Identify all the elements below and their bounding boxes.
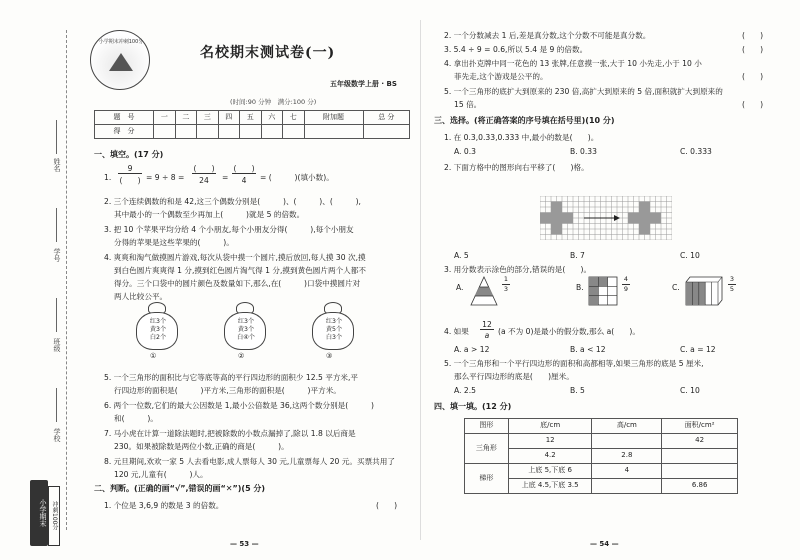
q1-number: 1.	[104, 173, 112, 182]
c2-option-a[interactable]: A. 5	[454, 251, 469, 260]
q5-line2: 行四边形的面积是( )平方米,三角形的面积是( )平方米。	[114, 386, 341, 395]
cut-line	[66, 30, 67, 530]
brand-vertical-2: 冲刺100分	[48, 486, 60, 546]
bags-figure	[134, 300, 354, 370]
section-1-heading: 一、填空。(17 分)	[94, 150, 164, 159]
bag-line: 红3个	[237, 318, 255, 325]
q1-eq3: = ( )(填小数)。	[260, 173, 334, 182]
logo-text: 小学期末冲刺100分	[98, 39, 144, 45]
area-cell[interactable]: 12	[508, 434, 592, 449]
q1-frac2-den: 24	[199, 176, 209, 185]
q7-line1: 7. 马小虎在计算一道除法题时,把被除数的小数点漏掉了,除以 1.8 以后商是	[104, 429, 356, 438]
q4-line2: 到白色圆片爽爽得 1 分,摸到红色圆片淘气得 1 分,摸到黄色圆片两个人都不	[114, 266, 366, 275]
score-cell[interactable]	[261, 125, 282, 139]
bag-line: 白2个	[149, 334, 167, 342]
area-table	[464, 418, 738, 494]
c3-b-den: 9	[623, 285, 629, 293]
score-head-cell: 附加题	[304, 111, 363, 125]
j3-answer[interactable]: ( )	[742, 45, 764, 54]
c1-text: 1. 在 0.3,0.33,0.333 中,最小的数是( )。	[444, 133, 599, 142]
score-cell[interactable]	[154, 125, 175, 139]
score-table	[94, 110, 410, 139]
section-2-heading: 二、判断。(正确的画“√”,错误的画“✕”)(5 分)	[94, 484, 266, 493]
j5-answer[interactable]: ( )	[742, 100, 764, 109]
c3-c-den: 5	[729, 285, 735, 293]
score-row-label: 得 分	[95, 125, 154, 139]
q3-line2: 分得的苹果是这些苹果的( )。	[114, 238, 234, 247]
area-cell[interactable]: 2.8	[592, 449, 662, 464]
q1-frac3-num: ( )	[233, 164, 255, 173]
j4-line2: 菲先走,这个游戏是公平的。	[454, 72, 548, 81]
score-cell[interactable]	[283, 125, 304, 139]
bag-line: 白④个	[237, 334, 255, 342]
house-icon	[109, 53, 133, 71]
name-rule	[56, 120, 57, 154]
area-cell[interactable]	[662, 449, 738, 464]
area-row	[465, 434, 738, 449]
binding-strip	[0, 0, 80, 560]
j3-text: 3. 5.4 ÷ 9 = 0.6,所以 5.4 是 9 的倍数。	[444, 45, 588, 54]
score-head-cell: 二	[175, 111, 196, 125]
q2-line1: 2. 三个连续偶数的和是 42,这三个偶数分别是( )、( )、( ),	[104, 197, 361, 206]
q1-frac2-num: ( )	[193, 164, 215, 173]
bag-number: ③	[326, 352, 333, 360]
score-cell[interactable]	[363, 125, 409, 139]
score-cell[interactable]	[197, 125, 218, 139]
class-label: 班级	[53, 338, 61, 352]
q6-line1: 6. 两个一位数,它们的最大公因数是 1,最小公倍数是 36,这两个数分别是( )	[104, 401, 374, 410]
bag-line: 白3个	[325, 334, 343, 342]
c3-label-c[interactable]: C.	[672, 283, 680, 292]
bag-number: ①	[150, 352, 157, 360]
bag-line: 黄3个	[149, 326, 167, 334]
c3-label-a[interactable]: A.	[456, 283, 464, 292]
score-head-cell: 一	[154, 111, 175, 125]
score-head-cell: 七	[283, 111, 304, 125]
square-figure	[588, 276, 618, 306]
area-cell[interactable]	[592, 434, 662, 449]
c2-text: 2. 下面方格中的图形向右平移了( )格。	[444, 163, 589, 172]
score-head-cell: 四	[218, 111, 239, 125]
school-label: 学校	[53, 428, 61, 442]
area-header-row	[465, 419, 738, 434]
area-shape-triangle: 三角形	[465, 434, 509, 464]
c3-c-num: 3	[729, 275, 735, 283]
q4-line3: 得分。三个口袋中的圆片颜色及数量如下,那么,在( )口袋中摸圆片对	[114, 279, 361, 288]
bag-line: 红3个	[149, 318, 167, 325]
score-head-cell: 题 号	[95, 111, 154, 125]
prism-figure	[684, 276, 724, 306]
bag-contents	[230, 318, 262, 342]
j5-line1: 5. 一个三角形的底扩大到原来的 230 倍,高扩大到原来的 5 倍,面积就扩大到原来的	[444, 87, 723, 96]
score-head-cell: 六	[261, 111, 282, 125]
triangle-figure	[470, 276, 498, 306]
j4-answer[interactable]: ( )	[742, 72, 764, 81]
c3-text: 3. 用分数表示涂色的部分,错误的是( )。	[444, 265, 592, 274]
bag-number: ②	[238, 352, 245, 360]
area-head-cell: 高/cm	[592, 419, 662, 434]
grade-label: 五年级数学上册 · BS	[330, 80, 397, 88]
page-gutter	[420, 20, 421, 540]
bag-contents	[318, 318, 350, 342]
area-cell[interactable]: 42	[662, 434, 738, 449]
area-head-cell: 图形	[465, 419, 509, 434]
c4-option-b[interactable]: B. a < 12	[570, 345, 606, 354]
cross-shape-moved	[628, 202, 661, 235]
score-head-cell: 五	[240, 111, 261, 125]
c4-text-b: (a 不为 0)是最小的假分数,那么 a( )。	[498, 327, 640, 336]
id-rule	[56, 208, 57, 242]
school-rule	[56, 388, 57, 422]
area-cell[interactable]: 6.86	[662, 479, 738, 494]
q1-frac3-den: 4	[241, 176, 247, 185]
q5-line1: 5. 一个三角形的面积比与它等底等高的平行四边形的面积少 12.5 平方米,平	[104, 373, 359, 382]
area-head-cell: 底/cm	[508, 419, 592, 434]
q4-line4: 两人比较公平。	[114, 292, 168, 301]
q1-frac1-num: 9	[118, 164, 142, 174]
score-head-cell: 总 分	[363, 111, 409, 125]
j4-line1: 4. 拿出扑克牌中同一花色的 13 张牌,任意摸一张,大于 10 小先走,小于 10 小	[444, 59, 702, 68]
area-shape-trapezoid: 梯形	[465, 464, 509, 494]
c5-line2: 那么平行四边形的底是( )厘米。	[454, 372, 574, 381]
area-row	[465, 464, 738, 479]
time-info: (时间:90 分钟 满分:100 分)	[230, 98, 317, 106]
c4-option-c[interactable]: C. a = 12	[680, 345, 716, 354]
page-right	[434, 0, 785, 560]
page-title: 名校期末测试卷(一)	[200, 45, 336, 61]
q1-eq1: = 9 ÷ 8 =	[146, 173, 185, 182]
j2-text: 2. 一个分数减去 1 后,差是真分数,这个分数不可能是真分数。	[444, 31, 651, 40]
section-4-heading: 四、填一填。(12 分)	[434, 402, 512, 411]
c4-frac-num: 12	[480, 320, 494, 330]
q2-line2: 其中最小的一个偶数至少再加上( )就是 5 的倍数。	[114, 210, 305, 219]
c1-option-c[interactable]: C. 0.333	[680, 147, 712, 156]
page-left	[80, 0, 410, 560]
c4-text-a: 4. 如果	[444, 327, 469, 336]
area-cell[interactable]: 上底 4.5,下底 3.5	[508, 479, 592, 494]
area-cell[interactable]: 4.2	[508, 449, 592, 464]
score-cell[interactable]	[175, 125, 196, 139]
cross-shape-original	[540, 202, 573, 235]
score-cell[interactable]	[218, 125, 239, 139]
c3-figures	[456, 276, 776, 314]
area-cell[interactable]: 上底 5,下底 6	[508, 464, 592, 479]
q1-eq2: =	[222, 173, 229, 182]
c4-option-a[interactable]: A. a > 12	[454, 345, 490, 354]
score-cell[interactable]	[240, 125, 261, 139]
bag-line: 黄3个	[237, 326, 255, 334]
bag-line: 红3个	[325, 318, 343, 325]
area-cell[interactable]: 4	[592, 464, 662, 479]
q1-frac1-den: ( )	[119, 176, 141, 185]
class-rule	[56, 298, 57, 332]
section-3-heading: 三、选择。(将正确答案的序号填在括号里)(10 分)	[434, 116, 615, 125]
c3-b-num: 4	[623, 275, 629, 283]
score-head-cell: 三	[197, 111, 218, 125]
area-cell[interactable]	[592, 479, 662, 494]
c2-option-b[interactable]: B. 7	[570, 251, 585, 260]
logo-badge	[90, 30, 150, 90]
bag-line: 黄5个	[325, 326, 343, 334]
bag-contents	[142, 318, 174, 342]
c3-label-b[interactable]: B.	[576, 283, 584, 292]
area-head-cell: 面积/cm²	[662, 419, 738, 434]
q4-line1: 4. 爽爽和淘气做摸圆片游戏,每次从袋中摸一个圆片,摸后放回,每人摸 30 次,摸	[104, 253, 366, 262]
name-label: 姓名	[53, 158, 61, 172]
page-number: — 53 —	[230, 540, 259, 548]
j1-answer[interactable]: ( )	[376, 501, 398, 510]
c1-option-a[interactable]: A. 0.3	[454, 147, 476, 156]
q8-line2: 120 元,儿童有( )人。	[114, 470, 208, 479]
c3-a-den: 3	[503, 285, 509, 293]
c5-option-c[interactable]: C. 10	[680, 386, 700, 395]
score-header-row	[95, 111, 410, 125]
j5-line2: 15 倍。	[454, 100, 482, 109]
shift-grid-figure	[540, 196, 672, 240]
c2-option-c[interactable]: C. 10	[680, 251, 700, 260]
q8-line1: 8. 元旦期间,欢欢一家 5 人去看电影,成人票每人 30 元,儿童票每人 20 元。买票共用了	[104, 457, 395, 466]
brand-vertical: 小学期末	[30, 480, 48, 546]
id-label: 学号	[53, 248, 61, 262]
bag-2	[222, 300, 268, 362]
page-number: — 54 —	[590, 540, 619, 548]
c3-a-num: 1	[503, 275, 509, 283]
bag-3	[310, 300, 356, 362]
q3-line1: 3. 把 10 个苹果平均分给 4 个小朋友,每个小朋友分得( ),每个小朋友	[104, 225, 354, 234]
area-cell[interactable]	[662, 464, 738, 479]
bag-1	[134, 300, 180, 362]
score-value-row	[95, 125, 410, 139]
j1-text: 1. 个位是 3,6,9 的数是 3 的倍数。	[104, 501, 224, 510]
c5-option-a[interactable]: A. 2.5	[454, 386, 476, 395]
c4-frac-den: a	[484, 331, 490, 340]
q7-line2: 230。如果被除数是两位小数,正确的商是( )。	[114, 442, 289, 451]
c1-option-b[interactable]: B. 0.33	[570, 147, 597, 156]
score-cell[interactable]	[304, 125, 363, 139]
c5-line1: 5. 一个三角形和一个平行四边形的面积和高都相等,如果三角形的底是 5 厘米,	[444, 359, 704, 368]
q6-line2: 和( )。	[114, 414, 158, 423]
c5-option-b[interactable]: B. 5	[570, 386, 585, 395]
j2-answer[interactable]: ( )	[742, 31, 764, 40]
